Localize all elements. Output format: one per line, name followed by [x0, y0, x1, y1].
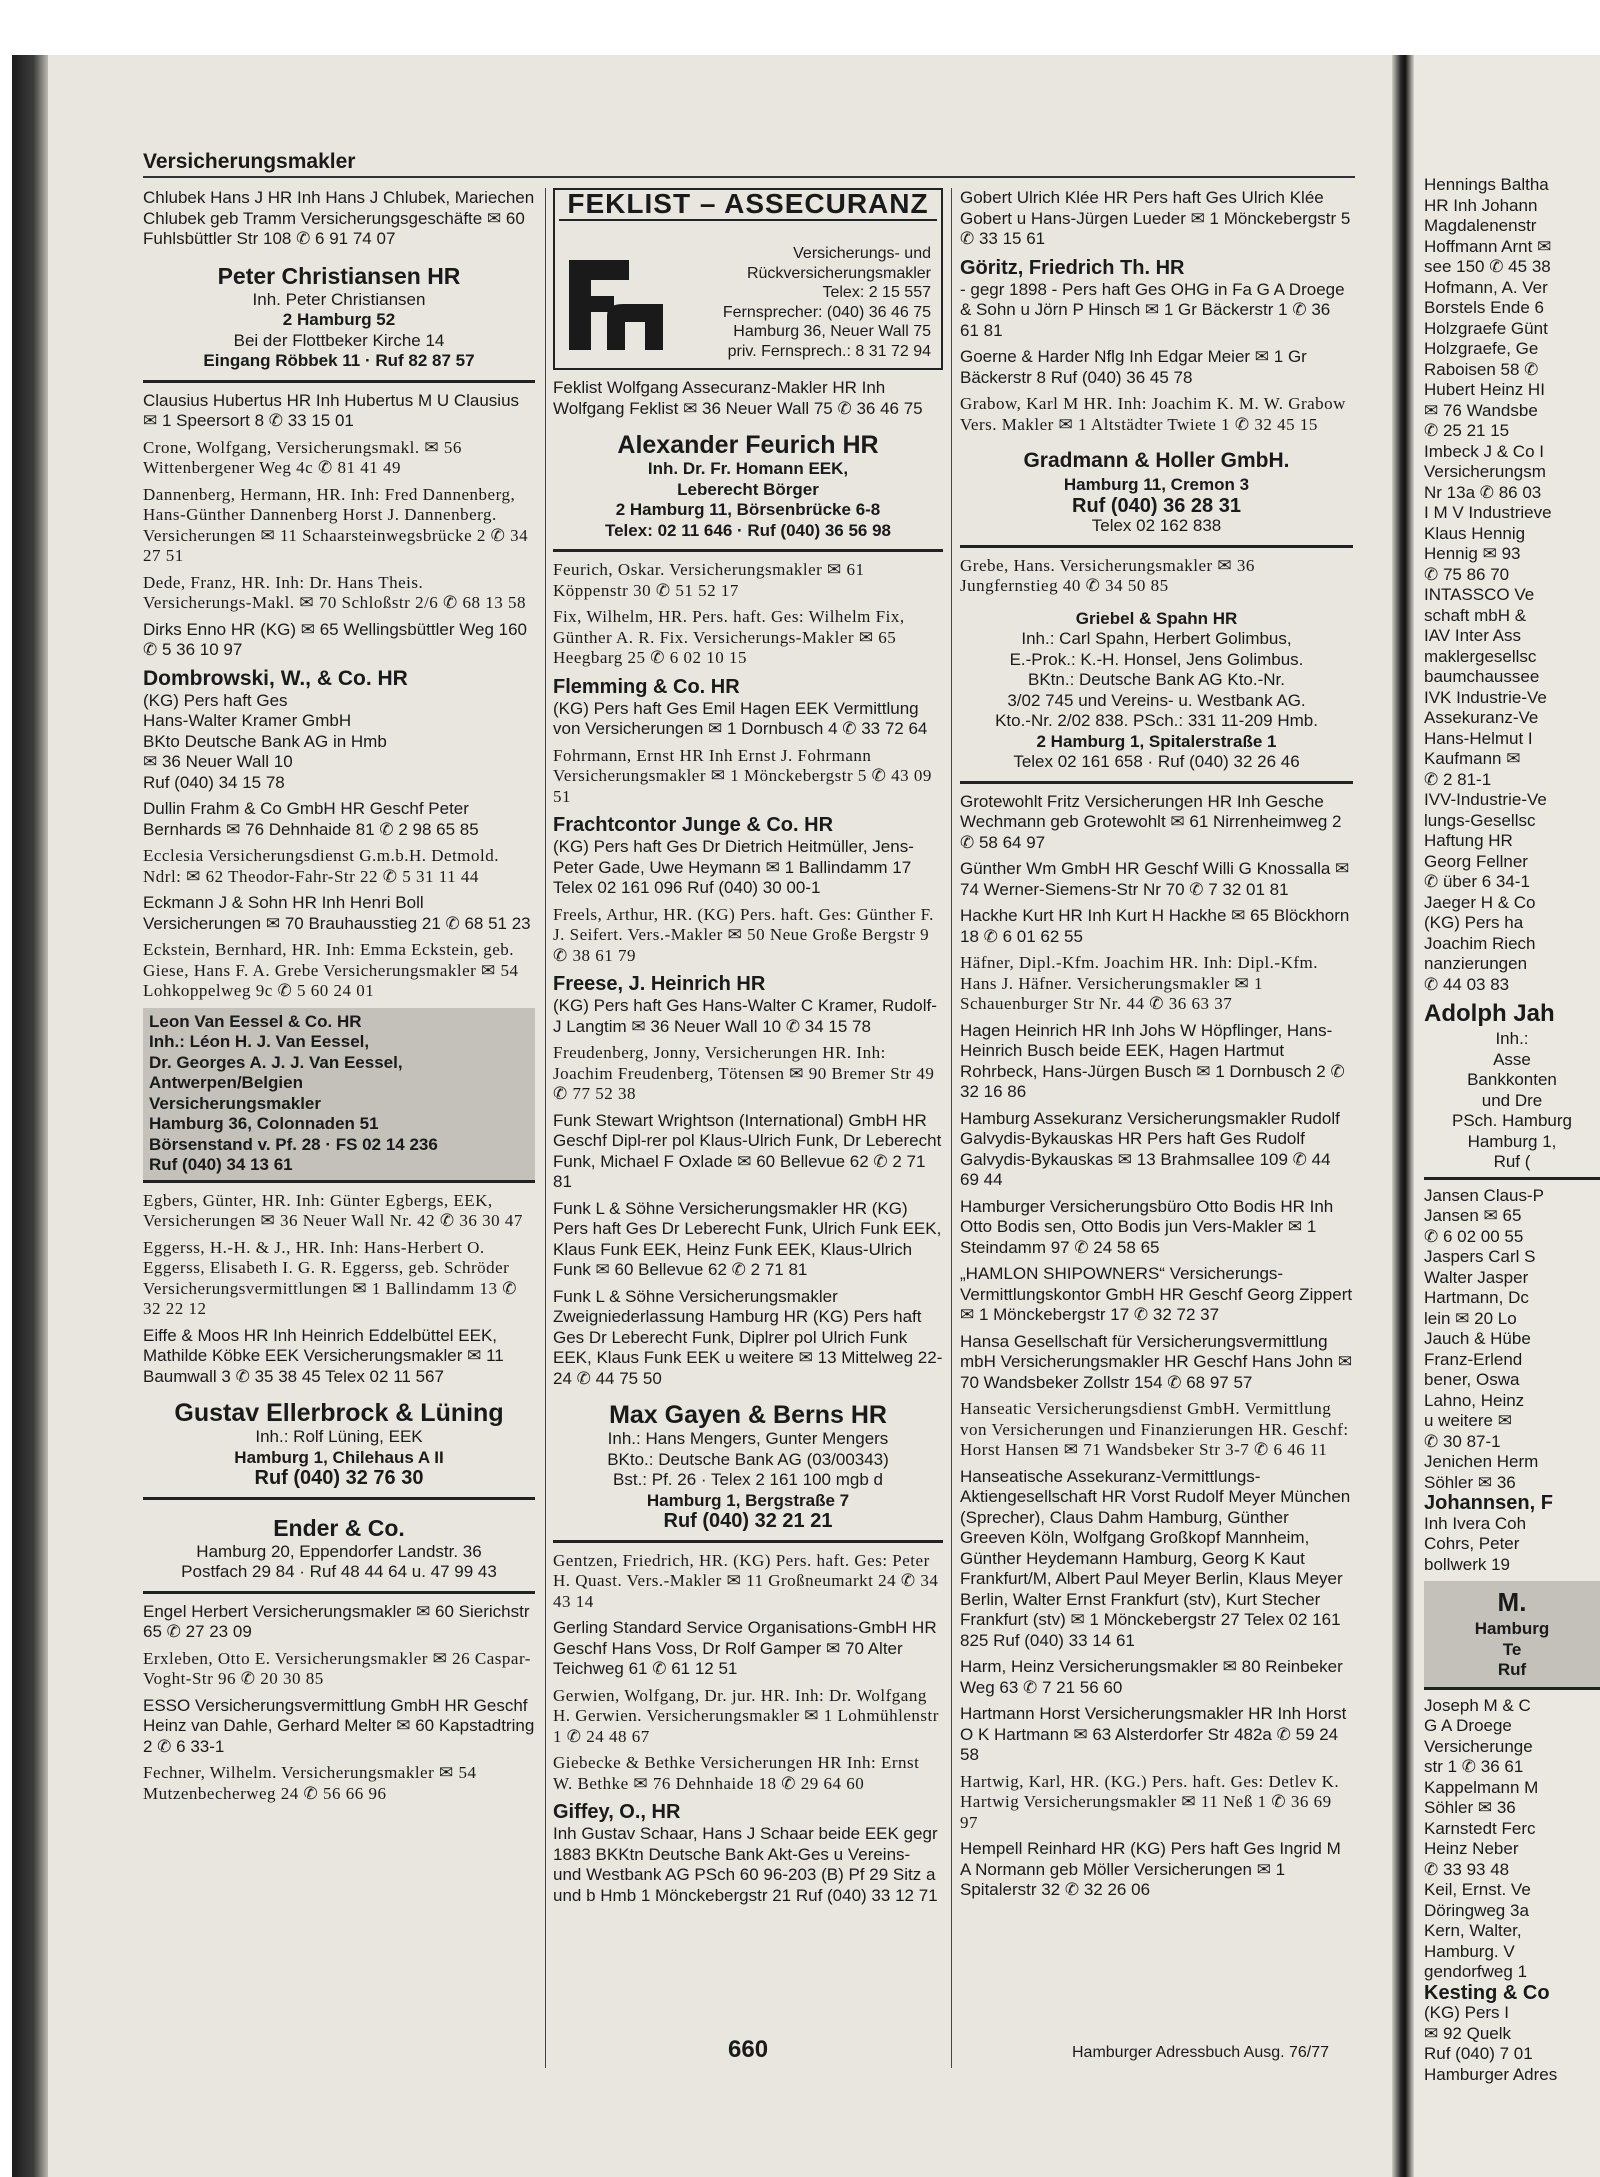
entry-goerne: Goerne & Harder Nflg Inh Edgar Meier ✉ 1 Gr Bäckerstr 8 Ruf (040) 36 45 78 — [960, 347, 1307, 387]
right-page-line: Magdalenenstr — [1424, 216, 1537, 235]
entry-goeritz-title: Göritz, Friedrich Th. HR — [960, 256, 1185, 279]
entry-freese: (KG) Pers haft Ges Hans-Walter C Kramer, Rudolf-J Langtim ✉ 36 Neuer Wall 10 ✆ 34 15 78 — [553, 996, 937, 1036]
entry-hagen: Hagen Heinrich HR Inh Johs W Höpflinger, Hans-Heinrich Busch beide EEK, Hagen Hartmut Rohrbeck, Hans-Jürgen Busch ✉ 1 Dornbusch 2 ✆ 32 16 86 — [960, 1020, 1345, 1101]
box-line: Telex: 02 11 646 · Ruf (040) 36 56 98 — [604, 520, 892, 540]
box-line: Eingang Röbbek 11 · Ruf 82 87 57 — [203, 351, 475, 370]
right-page-line: Hamburg 1, — [1467, 1131, 1557, 1151]
right-page-line: Lahno, Heinz — [1424, 1390, 1525, 1410]
entry-eggerss: Eggerss, H.-H. & J., HR. Inh: Hans-Herbert O. Eggerss, Elisabeth I. G. R. Eggerss, geb. Schröder Versicherungsvermittlungen ✉ 1 Ballindamm 13 ✆ 32 22 12 — [143, 1237, 517, 1318]
right-page-line: Kappelmann M — [1424, 1777, 1539, 1797]
entry-clausius: Clausius Hubertus HR Inh Hubertus M U Clausius ✉ 1 Speersort 8 ✆ 33 15 01 — [143, 390, 520, 430]
right-page-line: str 1 ✆ 36 61 — [1424, 1757, 1524, 1776]
box-title: Peter Christiansen HR — [217, 262, 461, 289]
entry-guenther: Günther Wm GmbH HR Geschf Willi G Knossalla ✉ 74 Werner-Siemens-Str Nr 70 ✆ 7 32 01 81 — [960, 859, 1350, 899]
right-page-line: Hennings Baltha — [1424, 175, 1549, 194]
right-highlight — [1424, 1581, 1600, 1690]
right-page-line: ✉ 76 Wandsbe — [1424, 400, 1538, 420]
right-page-line: Hennig ✉ 93 — [1424, 544, 1521, 563]
right-page-line: ✆ 44 03 83 — [1424, 974, 1510, 994]
box-line: Inh. Dr. Fr. Homann EEK, — [647, 459, 849, 478]
box-line: Telex 02 161 658 · Ruf (040) 32 26 46 — [1013, 752, 1300, 771]
entry-frachtcontor-title: Frachtcontor Junge & Co. HR — [553, 814, 834, 836]
right-page-line: lein ✉ 20 Lo — [1424, 1308, 1517, 1328]
right-page-line: Joachim Riech — [1424, 933, 1536, 953]
right-page-line: Jaeger H & Co — [1424, 892, 1536, 912]
entry-funk-soehne: Funk L & Söhne Versicherungsmakler HR (KG) Pers haft Ges Dr Leberecht Funk, Ulrich Funk EEK, Klaus Funk EEK, Heinz Funk EEK, Klaus-Ulrich Funk ✉ 60 Bellevue 62 ✆ 2 71 81 — [553, 1198, 942, 1279]
right-page-line: Kesting & Co — [1424, 1981, 1550, 2004]
header-rule — [143, 176, 1355, 178]
box-ellerbrock — [143, 1393, 535, 1500]
right-page-line: Georg Fellner — [1424, 851, 1528, 871]
right-page-line: Hamburg. V — [1424, 1941, 1515, 1961]
right-page-line: gendorfweg 1 — [1424, 1962, 1528, 1981]
entry-feurich-oskar: Feurich, Oskar. Versicherungsmakler ✉ 61 Köppenstr 30 ✆ 51 52 17 — [553, 560, 865, 600]
right-page-line: ✆ 2 81-1 — [1424, 769, 1492, 789]
right-page-line: nanzierungen — [1424, 954, 1528, 973]
right-page-line: Hamburger Adres — [1424, 2064, 1558, 2084]
entry-fix: Fix, Wilhelm, HR. Pers. haft. Ges: Wilhelm Fix, Günther A. R. Fix. Versicherungs-Makler ✉ 65 Heegbarg 25 ✆ 6 02 10 15 — [553, 607, 905, 667]
right-page-line: baumchaussee — [1424, 667, 1540, 686]
box-gayen — [553, 1395, 943, 1543]
right-page-line: IVV-Industrie-Ve — [1424, 790, 1547, 809]
entry-engel: Engel Herbert Versicherungsmakler ✉ 60 Sierichstr 65 ✆ 27 23 09 — [143, 1601, 530, 1641]
right-page-line: (KG) Pers ha — [1424, 913, 1524, 932]
entry-freese-title: Freese, J. Heinrich HR — [553, 973, 766, 995]
right-page-line: Söhler ✉ 36 — [1424, 1798, 1516, 1817]
right-page-line: G A Droege — [1424, 1716, 1512, 1735]
right-page-line: INTASSCO Ve — [1424, 585, 1535, 604]
right-page-lines — [1424, 175, 1600, 995]
right-page-line: Heinz Neber — [1424, 1839, 1519, 1858]
box-line: Hamburg 11, Cremon 3 — [1063, 475, 1250, 494]
box-line: Ruf (040) 32 76 30 — [254, 1467, 424, 1489]
entry-hamburg-assekuranz: Hamburg Assekuranz Versicherungsmakler Rudolf Galvydis-Bykauskas HR Pers haft Ges Rudolf Galvydis-Bykauskas ✉ 13 Brahmsallee 109 ✆ 44 69 44 — [960, 1108, 1340, 1189]
entry-gobert: Gobert Ulrich Klée HR Pers haft Ges Ulrich Klée Gobert u Hans-Jürgen Lueder ✉ 1 Mönckebergstr 5 ✆ 33 15 61 — [960, 188, 1351, 248]
entry-hartmann: Hartmann Horst Versicherungsmakler HR Inh Horst O K Hartmann ✉ 63 Alsterdorfer Str 482a ✆ 59 24 58 — [960, 1704, 1347, 1764]
entry-gerwien: Gerwien, Wolfgang, Dr. jur. HR. Inh: Dr. Wolfgang H. Gerwien. Versicherungsmakler ✉ 1 Lohmühlenstr 1 ✆ 24 48 67 — [553, 1685, 939, 1746]
right-page-line: I M V Industrieve — [1424, 503, 1552, 522]
right-highlight-title: M. — [1497, 1587, 1527, 1617]
right-page-line: Bankkonten — [1467, 1070, 1557, 1089]
highlight-van-eessel: Leon Van Eessel & Co. HR Inh.: Léon H. J. Van Eessel, Dr. Georges A. J. J. Van Eessel, Antwerpen/Belgien Versicherungsmakler Hamburg 36, Colonnaden 51 Börsenstand v. Pf. 28 · FS 02 14 236 Ruf (040) 34 13 61 — [143, 1008, 535, 1183]
entry-funk-stewart: Funk Stewart Wrightson (International) GmbH HR Geschf Dipl-rer pol Klaus-Ulrich Funk, Dr Leberecht Funk, Michael F Oxlade ✉ 60 Bellevue 62 ✆ 2 71 81 — [553, 1110, 942, 1191]
right-highlight-lines — [1424, 1619, 1600, 1681]
right-page-line: Ruf — [1497, 1660, 1527, 1679]
entry-grotewohlt: Grotewohlt Fritz Versicherungen HR Inh Gesche Wechmann geb Grotewohlt ✉ 61 Nirrenheimweg 2 ✆ 58 64 97 — [960, 791, 1342, 852]
entry-flemming: (KG) Pers haft Ges Emil Hagen EEK Vermittlung von Versicherungen ✉ 1 Dornbusch 4 ✆ 33 72 64 — [553, 698, 928, 738]
entry-giffey-title: Giffey, O., HR — [553, 1801, 681, 1823]
right-box — [1424, 999, 1600, 1180]
column-divider — [951, 188, 952, 2068]
right-page-line: IAV Inter Ass — [1424, 626, 1522, 645]
box-line: 2 Hamburg 11, Börsenbrücke 6-8 — [615, 500, 881, 519]
entry-ecclesia: Ecclesia Versicherungsdienst G.m.b.H. Detmold. Ndrl: ✉ 62 Theodor-Fahr-Str 22 ✆ 5 31 11 44 — [143, 846, 500, 886]
box-title: Max Gayen & Berns HR — [609, 1401, 887, 1429]
box-line: 3/02 745 und Vereins- u. Westbank AG. — [1007, 690, 1306, 710]
right-page-line: Döringweg 3a — [1424, 1900, 1529, 1920]
box-line: Postfach 29 84 · Ruf 48 44 64 u. 47 99 43 — [181, 1562, 497, 1581]
right-page-line: und Dre — [1481, 1090, 1543, 1110]
entry-grabow: Grabow, Karl M HR. Inh: Joachim K. M. W. Grabow Vers. Makler ✉ 1 Altstädter Twiete 1 ✆ 32 45 15 — [960, 394, 1346, 434]
box-line: Hamburg 20, Eppendorfer Landstr. 36 — [196, 1541, 482, 1561]
right-page-line: Hofmann, A. Ver — [1424, 277, 1548, 297]
entry-eckmann: Eckmann J & Sohn HR Inh Henri Boll Versicherungen ✉ 70 Brauhausstieg 21 ✆ 68 51 23 — [143, 893, 531, 933]
right-page-line: Te — [1502, 1639, 1522, 1659]
entry-harm: Harm, Heinz Versicherungsmakler ✉ 80 Reinbeker Weg 63 ✆ 7 21 56 60 — [960, 1657, 1343, 1697]
entry-flemming-title: Flemming & Co. HR — [553, 675, 740, 698]
entry-erxleben: Erxleben, Otto E. Versicherungsmakler ✉ 26 Caspar-Voght-Str 96 ✆ 20 30 85 — [143, 1648, 531, 1688]
column-1 — [143, 188, 535, 2048]
right-page-lines-3 — [1424, 1696, 1600, 2086]
right-page-line: Assekuranz-Ve — [1424, 708, 1539, 727]
right-page-line: ✉ 92 Quelk — [1424, 2023, 1512, 2043]
right-page-line: Kaufmann ✉ — [1424, 749, 1521, 768]
ad-feklist — [553, 188, 943, 370]
right-page-line: Johannsen, F — [1424, 1492, 1553, 1514]
box-griebel — [960, 603, 1353, 784]
right-page-line: HR Inh Johann — [1424, 195, 1538, 215]
entry-gentzen: Gentzen, Friedrich, HR. (KG) Pers. haft. Ges: Peter H. Quast. Vers.-Makler ✉ 11 Großneumarkt 24 ✆ 34 43 14 — [553, 1550, 939, 1611]
box-line: 2 Hamburg 1, Spitalerstraße 1 — [1036, 731, 1277, 751]
box-line: Inh. Peter Christiansen — [252, 289, 426, 309]
entry-crone: Crone, Wolfgang, Versicherungsmakl. ✉ 56 Wittenbergener Weg 4c ✆ 81 41 49 — [143, 437, 462, 477]
entry-haefner: Häfner, Dipl.-Kfm. Joachim HR. Inh: Dipl.-Kfm. Hans J. Häfner. Versicherungsmakler ✉ 1 Schauenburger Str Nr. 44 ✆ 36 63 37 — [960, 953, 1319, 1013]
box-line: E.-Prok.: K.-H. Honsel, Jens Golimbus. — [1009, 649, 1304, 669]
box-line: BKtn.: Deutsche Bank AG Kto.-Nr. — [1027, 670, 1285, 689]
box-title: Ender & Co. — [273, 1514, 405, 1541]
right-page-line: Hans-Helmut I — [1424, 728, 1533, 748]
box-line: Inh.: Hans Mengers, Gunter Mengers — [607, 1429, 889, 1448]
right-page-line: Holzgraefe Günt — [1424, 318, 1548, 338]
column-3 — [960, 188, 1353, 2048]
entry-hamburger-versicherungsbuero: Hamburger Versicherungsbüro Otto Bodis HR Inh Otto Bodis sen, Otto Bodis jun Vers-Makler ✉ 1 Steindamm 97 ✆ 24 58 65 — [960, 1196, 1334, 1257]
right-page-line: Jansen Claus-P — [1424, 1185, 1545, 1205]
right-box-lines — [1424, 1029, 1600, 1173]
right-page-line: Raboisen 58 ✆ — [1424, 359, 1539, 379]
entry-freudenberg: Freudenberg, Jonny, Versicherungen HR. Inh: Joachim Freudenberg, Tötensen ✉ 90 Bremer Str 49 ✆ 77 52 38 — [553, 1043, 935, 1103]
entry-eiffe: Eiffe & Moos HR Inh Heinrich Eddelbüttel EEK, Mathilde Köbke EEK Versicherungsmakler ✉ 11 Baumwall 3 ✆ 35 38 45 Telex 02 11 567 — [143, 1325, 504, 1386]
box-ender — [143, 1508, 535, 1594]
footer-source: Hamburger Adressbuch Ausg. 76/77 — [1072, 2044, 1330, 2061]
entry-fohrmann: Fohrmann, Ernst HR Inh Ernst J. Fohrmann Versicherungsmakler ✉ 1 Mönckebergstr 5 ✆ 43 09 51 — [553, 745, 932, 806]
entry-freels: Freels, Arthur, HR. (KG) Pers. haft. Ges: Günther F. J. Seifert. Vers.-Makler ✉ 50 Neue Große Bergstr 9 ✆ 38 61 79 — [553, 904, 934, 965]
entry-fechner: Fechner, Wilhelm. Versicherungsmakler ✉ 54 Mutzenbecherweg 24 ✆ 56 66 96 — [143, 1763, 477, 1803]
box-line: Inh.: Carl Spahn, Herbert Golimbus, — [1021, 629, 1292, 648]
right-page-line: Inh Ivera Coh — [1424, 1513, 1527, 1533]
ad-title: FEKLIST – ASSECURANZ — [559, 194, 937, 221]
column-2 — [553, 188, 943, 2048]
entry-hackhe: Hackhe Kurt HR Inh Kurt H Hackhe ✉ 65 Blöckhorn 18 ✆ 6 01 62 55 — [960, 906, 1350, 946]
box-feurich — [553, 425, 943, 552]
entry-dombrowski-title: Dombrowski, W., & Co. HR — [143, 666, 408, 690]
entry-dirks: Dirks Enno HR (KG) ✉ 65 Wellingsbüttler Weg 160 ✆ 5 36 10 97 — [143, 619, 527, 659]
right-page-line: Holzgraefe, Ge — [1424, 339, 1539, 358]
box-line: Hamburg 1, Bergstraße 7 — [646, 1490, 850, 1510]
box-line: Telex 02 162 838 — [1091, 516, 1222, 535]
right-page-line: Versicherungsm — [1424, 462, 1546, 481]
entry-hempell: Hempell Reinhard HR (KG) Pers haft Ges Ingrid M A Normann geb Möller Versicherungen ✉ 1 Spitalerstr 32 ✆ 32 26 06 — [960, 1839, 1341, 1899]
right-page-line: Ruf (040) 7 01 — [1424, 2044, 1533, 2063]
entry-dullin: Dullin Frahm & Co GmbH HR Geschf Peter Bernhards ✉ 76 Dehnhaide 81 ✆ 2 98 65 85 — [143, 799, 479, 839]
right-page-line: ✆ 30 87-1 — [1424, 1431, 1501, 1451]
right-page-line: Jansen ✉ 65 — [1424, 1206, 1522, 1225]
right-page-line: u weitere ✉ — [1424, 1411, 1512, 1430]
right-page-line: (KG) Pers I — [1424, 2003, 1510, 2022]
right-page-line: Klaus Hennig — [1424, 523, 1526, 543]
entry-feklist: Feklist Wolfgang Assecuranz-Makler HR Inh Wolfgang Feklist ✉ 36 Neuer Wall 75 ✆ 36 46 75 — [553, 378, 923, 418]
entry-dede: Dede, Franz, HR. Inh: Dr. Hans Theis. Versicherungs-Makl. ✉ 70 Schloßstr 2/6 ✆ 68 13 58 — [143, 572, 527, 612]
box-christiansen — [143, 256, 535, 383]
right-page-line: PSch. Hamburg — [1452, 1111, 1572, 1130]
entry-dombrowski: (KG) Pers haft Ges Hans-Walter Kramer GmbH BKto Deutsche Bank AG in Hmb ✉ 36 Neuer Wall 10 Ruf (040) 34 15 78 — [143, 690, 387, 792]
right-page-line: Keil, Ernst. Ve — [1424, 1880, 1531, 1899]
entry-hansa: Hansa Gesellschaft für Versicherungsvermittlung mbH Versicherungsmakler HR Geschf Hans John ✉ 70 Wandsbeker Zollstr 154 ✆ 68 97 57 — [960, 1331, 1353, 1392]
box-line: Hamburg 1, Chilehaus A II — [234, 1447, 444, 1467]
entry-hanseatische: Hanseatische Assekuranz-Vermittlungs-Aktiengesellschaft HR Vorst Rudolf Meyer München (Sprecher), Claus Dahm Hamburg, Günther Greeven Köln, Wolfgang Großkopf Mannheim, Günther Heydemann Hamburg, Georg K Kaut Frankfurt/M, Albert Paul Meyer Berlin, Klaus Meyer Berlin, Walter Ernst Frankfurt (stv), Kurt Stecher Frankfurt (stv) ✉ 1 Mönckebergstr 27 Telex 02 161 825 Ruf (040) 33 14 61 — [960, 1466, 1351, 1650]
right-page-line: Jenichen Herm — [1424, 1452, 1539, 1471]
left-page-edge — [12, 55, 48, 2177]
entry-dannenberg: Dannenberg, Hermann, HR. Inh: Fred Dannenberg, Hans-Günther Dannenberg Horst J. Dannenberg. Versicherungen ✉ 11 Schaarsteinwegsbrücke 2 ✆ 34 27 51 — [143, 484, 529, 565]
right-page-line: Inh.: — [1495, 1029, 1529, 1048]
right-page-line: schaft mbH & — [1424, 605, 1527, 625]
entry-hamlon: „HAMLON SHIPOWNERS“ Versicherungs-Vermittlungskontor GmbH HR Geschf Georg Zippert ✉ 1 Mönckebergstr 17 ✆ 32 72 37 — [960, 1264, 1353, 1324]
box-line: Kto.-Nr. 2/02 838. PSch.: 331 11-209 Hmb. — [995, 711, 1318, 730]
right-page-line: bollwerk 19 — [1424, 1554, 1510, 1574]
right-page-line: ✆ 75 86 70 — [1424, 564, 1510, 584]
right-page-lines-2 — [1424, 1186, 1600, 1576]
entry-chlubek: Chlubek Hans J HR Inh Hans J Chlubek, Mariechen Chlubek geb Tramm Versicherungsgeschäfte ✉ 60 Fuhlsbüttler Str 108 ✆ 6 91 74 07 — [143, 188, 535, 248]
box-line: BKto.: Deutsche Bank AG (03/00343) — [607, 1449, 889, 1469]
column-4 — [1424, 175, 1600, 2175]
box-line: Leberecht Börger — [677, 479, 819, 499]
right-page-line: Karnstedt Ferc — [1424, 1818, 1536, 1838]
right-page-line: Haftung HR — [1424, 831, 1513, 850]
entry-giffey: Inh Gustav Schaar, Hans J Schaar beide EEK gegr 1883 BKKtn Deutsche Bank Akt-Ges u Vereins- und Westbank AG PSch 60 96-203 (B) Pf 29 Sitz a und b Hmb 1 Mönckebergstr 21 Ruf (040) 33 12 71 — [553, 1824, 938, 1905]
box-line: Inh.: Rolf Lüning, EEK — [255, 1427, 423, 1446]
entry-hanseatic: Hanseatic Versicherungsdienst GmbH. Vermittlung von Versicherungen und Finanzierungen HR. Geschf: Horst Hansen ✉ 71 Wandsbeker Str 3-7 ✆ 6 46 11 — [960, 1399, 1349, 1459]
right-page-line: Hoffmann Arnt ✉ — [1424, 236, 1552, 256]
right-page-line: Franz-Erlend — [1424, 1349, 1523, 1369]
box-line: Ruf (040) 36 28 31 — [1072, 494, 1241, 517]
box-line: Bst.: Pf. 26 · Telex 2 161 100 mgb d — [613, 1470, 883, 1489]
entry-eckstein: Eckstein, Bernhard, HR. Inh: Emma Eckstein, geb. Giese, Hans F. A. Grebe Versicherungsmakler ✉ 54 Lohkoppelweg 9c ✆ 5 60 24 01 — [143, 940, 519, 1000]
right-page-line: Söhler ✉ 36 — [1424, 1472, 1516, 1492]
ad-text: Versicherungs- und Rückversicherungsmakler Telex: 2 15 557 Fernsprecher: (040) 36 46 75 Hamburg 36, Neuer Wall 75 priv. Fernsprech.: 8 31 72 94 — [722, 245, 931, 360]
right-page-line: Joseph M & C — [1424, 1695, 1531, 1715]
page-number: 660 — [728, 2036, 769, 2063]
right-page-line: bener, Oswa — [1424, 1370, 1520, 1389]
right-page-line: Imbeck J & Co I — [1424, 441, 1544, 461]
right-box-title: Adolph Jah — [1424, 1000, 1555, 1027]
entry-gerling: Gerling Standard Service Organisations-GmbH HR Geschf Hans Voss, Dr Rolf Gamper ✉ 70 Alter Teichweg 61 ✆ 61 12 51 — [553, 1618, 937, 1678]
entry-giebecke: Giebecke & Bethke Versicherungen HR Inh: Ernst W. Bethke ✉ 76 Dehnhaide 18 ✆ 29 64 60 — [553, 1753, 920, 1793]
right-page-line: maklergesellsc — [1424, 646, 1537, 666]
right-page-line: Asse — [1493, 1049, 1531, 1069]
entry-goeritz: - gegr 1898 - Pers haft Ges OHG in Fa G A Droege & Sohn u Jörn P Hinsch ✉ 1 Gr Bäckerstr 1 ✆ 36 61 81 — [960, 279, 1345, 340]
box-line: 2 Hamburg 52 — [282, 310, 396, 329]
right-page-fragment — [1414, 55, 1600, 2177]
right-page-line: Hartmann, Dc — [1424, 1288, 1529, 1307]
page-header: Versicherungsmakler — [143, 150, 356, 173]
right-page-line: ✆ 33 93 48 — [1424, 1859, 1510, 1879]
fa-logo-icon — [563, 250, 668, 355]
right-page-line: ✆ über 6 34-1 — [1424, 872, 1530, 891]
entry-frachtcontor: (KG) Pers haft Ges Dr Dietrich Heitmüller, Jens-Peter Gade, Uwe Heymann ✉ 1 Ballindamm 17 Telex 02 161 096 Ruf (040) 30 00-1 — [553, 837, 914, 897]
entry-hartwig: Hartwig, Karl, HR. (KG.) Pers. haft. Ges: Detlev K. Hartwig Versicherungsmakler ✉ 11 Neß 1 ✆ 36 69 97 — [960, 1771, 1340, 1832]
right-page-line: IVK Industrie-Ve — [1424, 687, 1547, 707]
right-page-line: Kern, Walter, — [1424, 1921, 1522, 1940]
box-title: Alexander Feurich HR — [617, 431, 879, 459]
box-gradmann — [960, 441, 1353, 548]
right-page-line: Hubert Heinz HI — [1424, 380, 1545, 399]
entry-funk-zweig: Funk L & Söhne Versicherungsmakler Zweigniederlassung Hamburg HR (KG) Pers haft Ges Dr Leberecht Funk, Diplrer pol Ulrich Funk EEK, Klaus Funk EEK u weitere ✉ 13 Mittelweg 22-24 ✆ 44 75 50 — [553, 1286, 943, 1388]
box-title: Griebel & Spahn HR — [1075, 608, 1238, 628]
right-page-line: Walter Jasper — [1424, 1267, 1529, 1287]
entry-grebe: Grebe, Hans. Versicherungsmakler ✉ 36 Jungfernstieg 40 ✆ 34 50 85 — [960, 555, 1255, 595]
right-page-line: Versicherunge — [1424, 1736, 1533, 1756]
entry-esso: ESSO Versicherungsvermittlung GmbH HR Geschf Heinz van Dahle, Gerhard Melter ✉ 60 Kapstadtring 2 ✆ 6 33-1 — [143, 1695, 535, 1756]
right-page-line: Nr 13a ✆ 86 03 — [1424, 482, 1542, 502]
right-page-line: Ruf ( — [1493, 1152, 1531, 1171]
right-page-line: lungs-Gesellsc — [1424, 810, 1536, 830]
right-page-line: Hamburg — [1474, 1619, 1550, 1638]
right-page-line: Borstels Ende 6 — [1424, 298, 1545, 317]
book-gutter — [1392, 55, 1414, 2177]
right-page-line: Cohrs, Peter — [1424, 1534, 1520, 1553]
box-title: Gustav Ellerbrock & Lüning — [174, 1399, 504, 1427]
right-page-line: Jauch & Hübe — [1424, 1329, 1531, 1348]
right-page-line: Jaspers Carl S — [1424, 1247, 1536, 1266]
box-title: Gradmann & Holler GmbH. — [1023, 449, 1290, 472]
right-page-line: ✆ 6 02 00 55 — [1424, 1226, 1524, 1246]
right-page-line: ✆ 25 21 15 — [1424, 421, 1510, 440]
box-line: Bei der Flottbeker Kirche 14 — [233, 330, 445, 350]
right-page-line: see 150 ✆ 45 38 — [1424, 257, 1551, 276]
entry-egbers: Egbers, Günter, HR. Inh: Günter Egbergs, EEK, Versicherungen ✉ 36 Neuer Wall Nr. 42 ✆ 36 30 47 — [143, 1190, 523, 1230]
box-line: Ruf (040) 32 21 21 — [663, 1510, 833, 1532]
column-divider — [545, 188, 546, 2068]
